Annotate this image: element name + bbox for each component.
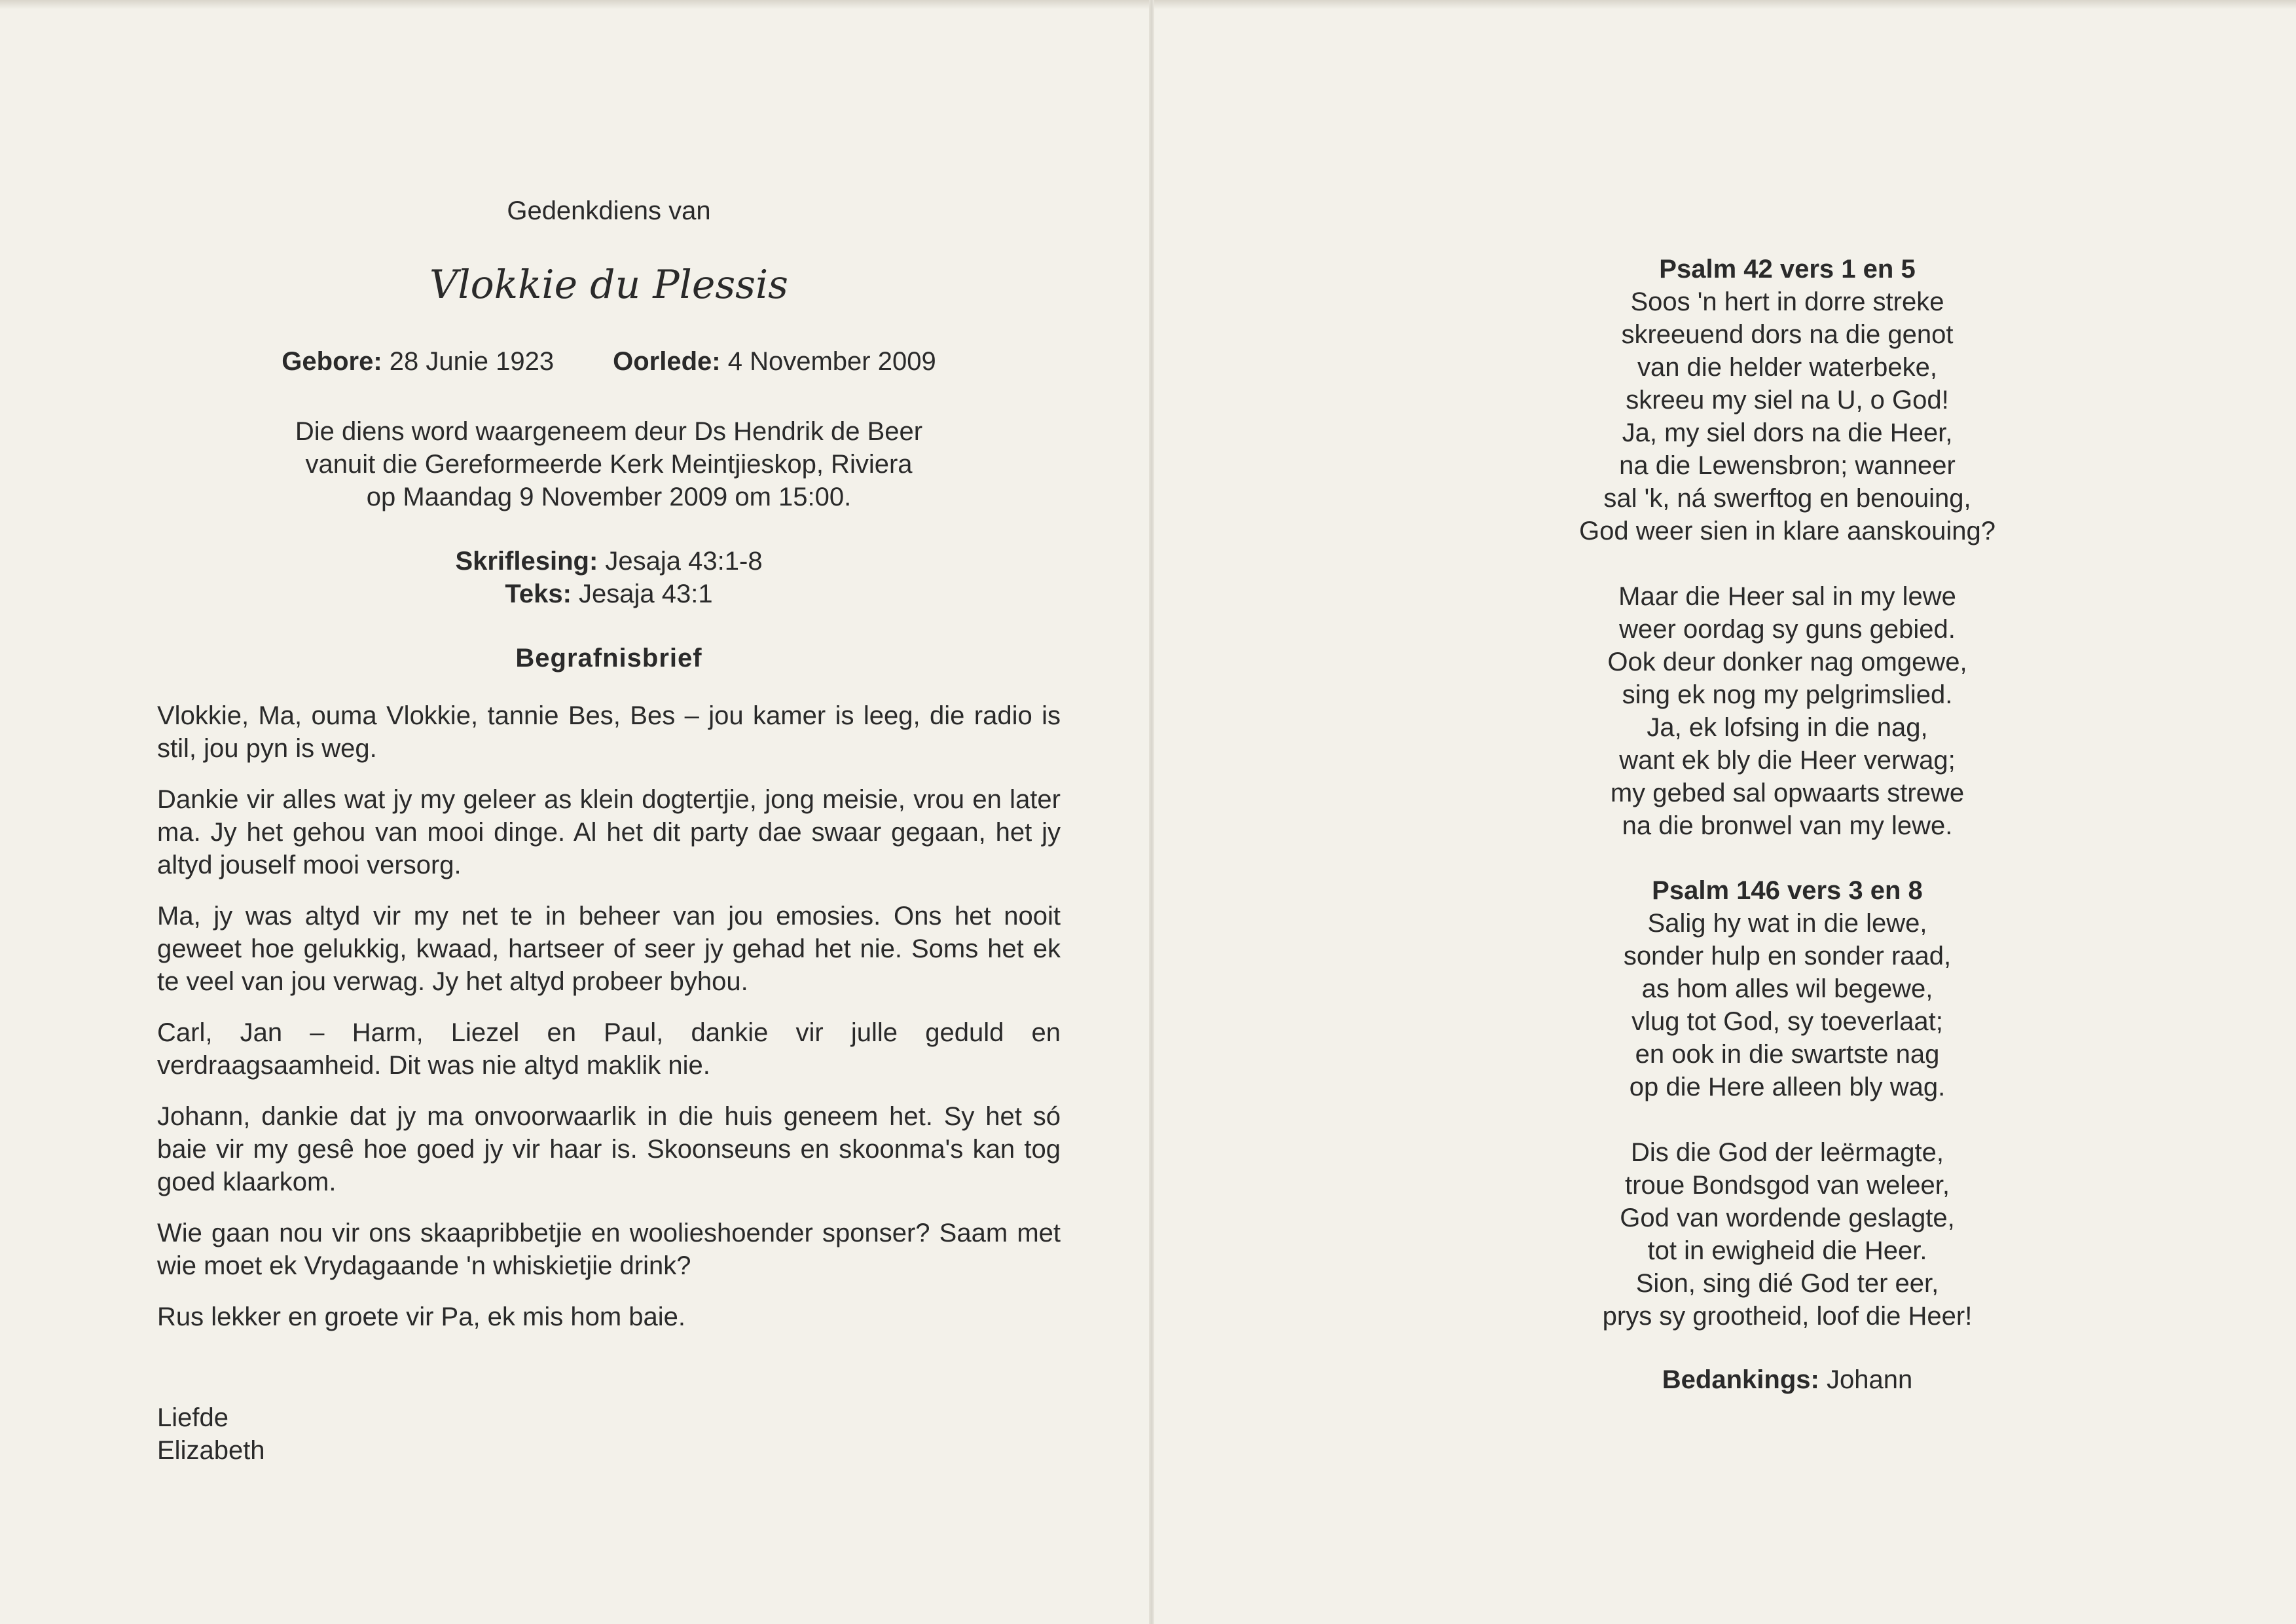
died-value: 4 November 2009 xyxy=(727,347,936,376)
verse-line: prys sy grootheid, loof die Heer! xyxy=(1602,1302,1973,1331)
verse-line: Dis die God der leërmagte, xyxy=(1630,1138,1944,1167)
funeral-letter xyxy=(157,699,1061,1352)
text-label: Teks: xyxy=(505,580,572,608)
service-details xyxy=(157,415,1061,513)
verse-line: tot in ewigheid die Heer. xyxy=(1647,1236,1927,1265)
right-page xyxy=(1401,0,2174,1624)
psalm-stanza xyxy=(1401,907,2174,1103)
verse-line: my gebed sal opwaarts strewe xyxy=(1610,779,1965,807)
deceased-name: Vlokkie du Plessis xyxy=(429,262,788,308)
left-page xyxy=(157,0,1061,1624)
verse-line: God van wordende geslagte, xyxy=(1620,1204,1955,1232)
psalm-146 xyxy=(1401,874,2174,1365)
intro-text: Gedenkdiens van xyxy=(507,196,711,225)
letter-paragraph: Rus lekker en groete vir Pa, ek mis hom baie. xyxy=(157,1302,686,1331)
verse-line: na die Lewensbron; wanneer xyxy=(1619,451,1956,480)
letter-signoff xyxy=(157,1401,265,1467)
verse-line: na die bronwel van my lewe. xyxy=(1622,811,1953,840)
born-value: 28 Junie 1923 xyxy=(389,347,555,376)
psalm-title: Psalm 146 vers 3 en 8 xyxy=(1652,876,1923,905)
psalm-stanza xyxy=(1401,286,2174,547)
page-fold xyxy=(1149,0,1154,1624)
signature-name: Elizabeth xyxy=(157,1436,265,1465)
letter-paragraph: Ma, jy was altyd vir my net te in beheer van jou emosies. Ons het nooit geweet hoe gelukkig, kwaad, hartseer of seer jy gehad het nie. Soms het ek te veel van jou verwag. Jy het altyd probeer byhou. xyxy=(157,902,1061,996)
text-line xyxy=(157,578,1061,610)
born-date xyxy=(282,347,554,377)
died-label: Oorlede: xyxy=(613,347,721,376)
verse-line: Salig hy wat in die lewe, xyxy=(1647,909,1927,938)
letter-paragraph: Vlokkie, Ma, ouma Vlokkie, tannie Bes, Bes – jou kamer is leeg, die radio is stil, jou pyn is weg. xyxy=(157,701,1061,763)
verse-line: God weer sien in klare aanskouing? xyxy=(1579,517,1995,545)
verse-line: weer oordag sy guns gebied. xyxy=(1619,615,1956,644)
reading-label: Skriflesing: xyxy=(455,547,598,576)
verse-line: Sion, sing dié God ter eer, xyxy=(1635,1269,1939,1298)
verse-line: vlug tot God, sy toeverlaat; xyxy=(1631,1007,1943,1036)
verse-line: sal 'k, ná swerftog en benouing, xyxy=(1603,484,1971,513)
verse-line: troue Bondsgod van weleer, xyxy=(1625,1171,1950,1200)
died-date xyxy=(613,347,936,377)
verse-line: Ja, ek lofsing in die nag, xyxy=(1647,713,1928,742)
letter-title: Begrafnisbrief xyxy=(515,644,702,673)
scripture-readings xyxy=(157,545,1061,610)
verse-line: Ook deur donker nag omgewe, xyxy=(1607,648,1967,676)
verse-line: skreeu my siel na U, o God! xyxy=(1626,386,1949,415)
reading-value: Jesaja 43:1-8 xyxy=(605,547,763,576)
letter-paragraph: Wie gaan nou vir ons skaapribbetjie en woolieshoender sponser? Saam met wie moet ek Vrydagaande 'n whiskietjie drink? xyxy=(157,1219,1061,1280)
psalm-stanza xyxy=(1401,580,2174,842)
dates-row xyxy=(157,347,1061,377)
letter-paragraph: Johann, dankie dat jy ma onvoorwaarlik in die huis geneem het. Sy het só baie vir my gesê hoe goed jy vir haar is. Skoonseuns en skoonma's kan tog goed klaarkom. xyxy=(157,1102,1061,1196)
psalm-stanza xyxy=(1401,1136,2174,1333)
thanks-value: Johann xyxy=(1826,1365,1913,1394)
psalm-title: Psalm 42 vers 1 en 5 xyxy=(1659,255,1916,284)
service-line: vanuit die Gereformeerde Kerk Meintjieskop, Riviera xyxy=(305,450,913,479)
verse-line: op die Here alleen bly wag. xyxy=(1629,1073,1946,1101)
closing-text: Liefde xyxy=(157,1403,228,1432)
verse-line: van die helder waterbeke, xyxy=(1637,353,1938,382)
thanks-label: Bedankings: xyxy=(1662,1365,1819,1394)
born-label: Gebore: xyxy=(282,347,382,376)
text-value: Jesaja 43:1 xyxy=(579,580,713,608)
verse-line: want ek bly die Heer verwag; xyxy=(1619,746,1956,775)
verse-line: en ook in die swartste nag xyxy=(1635,1040,1940,1069)
verse-line: Maar die Heer sal in my lewe xyxy=(1618,582,1956,611)
verse-line: skreeuend dors na die genot xyxy=(1621,320,1954,349)
verse-line: sonder hulp en sonder raad, xyxy=(1623,942,1952,970)
verse-line: as hom alles wil begewe, xyxy=(1641,974,1933,1003)
letter-paragraph: Carl, Jan – Harm, Liezel en Paul, dankie vir julle geduld en verdraagsaamheid. Dit was nie altyd maklik nie. xyxy=(157,1018,1061,1080)
reading-line xyxy=(157,545,1061,578)
verse-line: Ja, my siel dors na die Heer, xyxy=(1622,418,1953,447)
verse-line: sing ek nog my pelgrimslied. xyxy=(1622,680,1953,709)
service-line: Die diens word waargeneem deur Ds Hendrik de Beer xyxy=(295,417,923,446)
psalm-42 xyxy=(1401,253,2174,875)
service-line: op Maandag 9 November 2009 om 15:00. xyxy=(366,483,852,511)
verse-line: Soos 'n hert in dorre streke xyxy=(1630,287,1944,316)
letter-paragraph: Dankie vir alles wat jy my geleer as klein dogtertjie, jong meisie, vrou en later ma. Jy het gehou van mooi dinge. Al het dit party dae swaar gegaan, het jy altyd jouself mooi versorg. xyxy=(157,785,1061,879)
acknowledgements xyxy=(1401,1365,2174,1395)
